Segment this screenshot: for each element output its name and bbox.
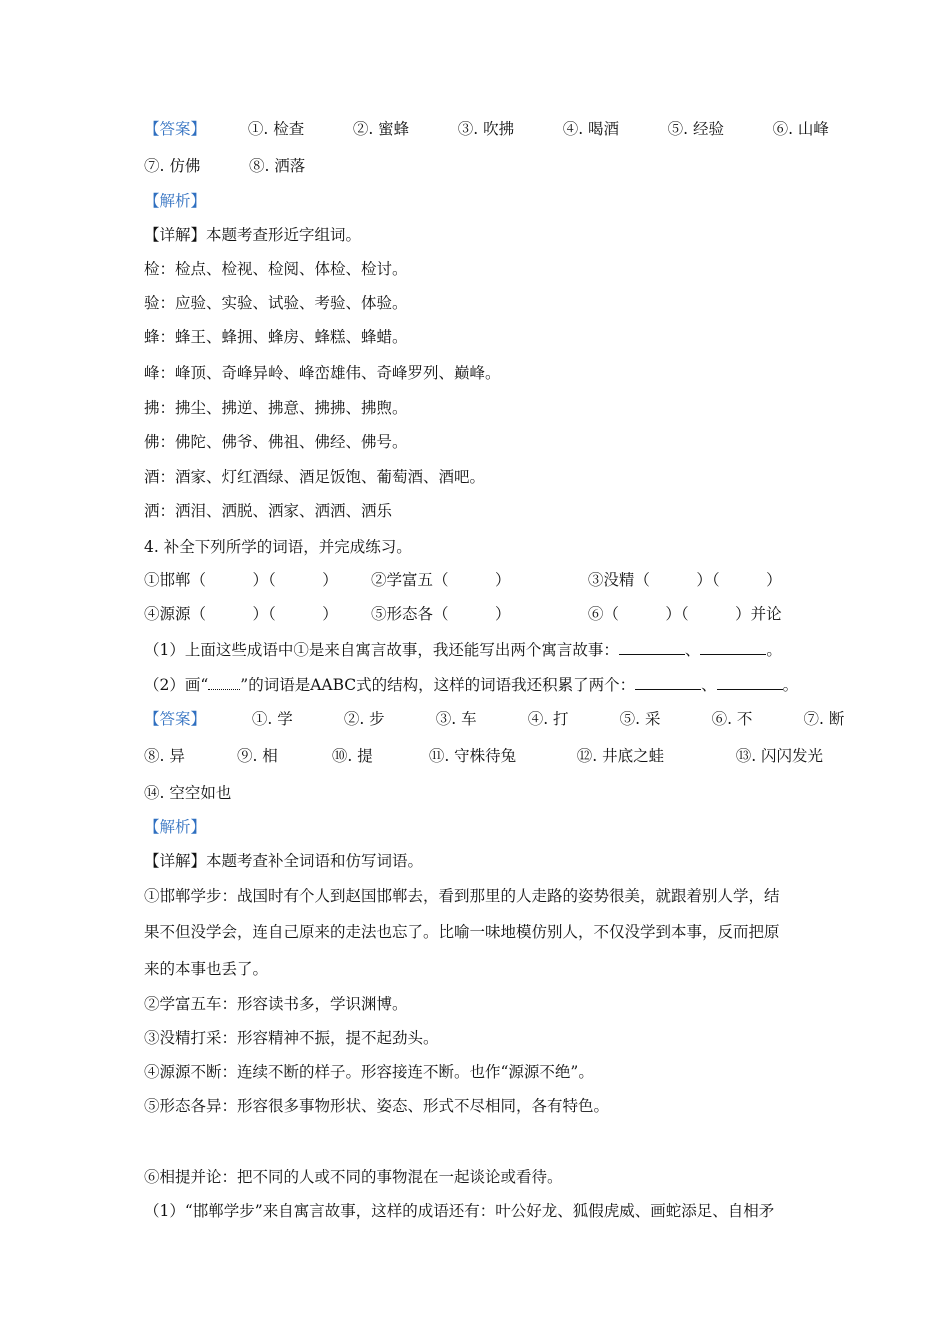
separator: 、	[684, 641, 701, 659]
answer-item: ⑩. 提	[331, 747, 373, 765]
answer-row	[144, 154, 305, 178]
answer-item: ⑧. 洒落	[248, 157, 306, 175]
answer-item: ⑪. 守株待兔	[428, 747, 517, 765]
answer-item: ⑨. 相	[236, 747, 278, 765]
answer-blank[interactable]	[619, 640, 685, 655]
analysis-tag: 【解析】	[144, 192, 207, 210]
word-group-line: 拂：拂尘、拂逆、拂意、拂拂、拂煦。	[144, 399, 408, 417]
question-row	[144, 602, 782, 626]
answer-blank[interactable]	[635, 675, 701, 690]
sub-question-text: （2）画“	[144, 676, 209, 694]
word-group-line: 峰：峰顶、奇峰异岭、峰峦雄伟、奇峰罗列、巅峰。	[144, 364, 501, 382]
detail-line: 【详解】本题考查补全词语和仿写词语。	[144, 852, 424, 870]
word-group-line: 蜂：蜂王、蜂拥、蜂房、蜂糕、蜂蜡。	[144, 328, 408, 346]
answer-blank[interactable]	[717, 675, 783, 690]
explanation-line: ⑥相提并论：把不同的人或不同的事物混在一起谈论或看待。	[144, 1168, 563, 1186]
answer-tag: 【答案】	[144, 120, 207, 138]
separator: 、	[701, 676, 717, 694]
fill-item: ②学富五（ ）	[370, 571, 511, 589]
word-group-line: 检：检点、检视、检阅、体检、检讨。	[144, 260, 408, 278]
answer-item: ③. 吹拂	[457, 120, 515, 138]
answer-row	[144, 744, 823, 768]
answer-row	[144, 117, 829, 141]
fill-item: ⑥（ ）（ ）并论	[587, 605, 782, 623]
answer-item: ②. 步	[343, 710, 385, 728]
answer-item: ⑧. 异	[144, 747, 185, 765]
question-title: 4. 补全下列所学的词语，并完成练习。	[144, 538, 412, 556]
answer-blank[interactable]	[700, 640, 766, 655]
wavy-underline-sample	[208, 677, 240, 690]
period: 。	[782, 676, 799, 694]
answer-item: ⑥. 山峰	[772, 120, 829, 138]
explanation-line: ⑤形态各异：形容很多事物形状、姿态、形式不尽相同，各有特色。	[144, 1097, 610, 1115]
answer-item: ⑤. 经验	[667, 120, 724, 138]
sub-question-text: ”的词语是AABC式的结构，这样的词语我还积累了两个：	[240, 676, 636, 694]
word-group-line: 验：应验、实验、试验、考验、体验。	[144, 294, 408, 312]
answer-row	[144, 781, 231, 805]
answer-item: ⑦. 仿佛	[144, 157, 201, 175]
explanation-line: ④源源不断：连续不断的样子。形容接连不断。也作“源源不绝”。	[144, 1063, 594, 1081]
answer-item: ①. 检查	[247, 120, 305, 138]
answer-item: ⑭. 空空如也	[144, 784, 232, 802]
analysis-tag: 【解析】	[144, 818, 207, 836]
answer-item: ⑫. 井底之蛙	[576, 747, 665, 765]
answer-item: ⑬. 闪闪发光	[735, 747, 824, 765]
word-group-line: 酒：酒家、灯红酒绿、酒足饭饱、葡萄酒、酒吧。	[144, 468, 486, 486]
question-row	[144, 568, 782, 592]
answer-item: ④. 打	[527, 710, 569, 728]
sub-question-text: （1）上面这些成语中①是来自寓言故事，我还能写出两个寓言故事：	[144, 641, 619, 659]
sub-question-2	[144, 673, 798, 697]
detail-line: 【详解】本题考查形近字组词。	[144, 226, 362, 244]
fill-item: ⑤形态各（ ）	[370, 605, 511, 623]
word-group-line: 洒：洒泪、洒脱、洒家、洒洒、洒乐	[144, 502, 393, 520]
answer-item: ④. 喝酒	[562, 120, 620, 138]
fill-item: ④源源（ ）（ ）	[144, 605, 338, 623]
fill-item: ③没精（ ）（ ）	[587, 571, 782, 589]
explanation-line: ①邯郸学步：战国时有个人到赵国邯郸去，看到那里的人走路的姿势很美，就跟着别人学，结	[144, 887, 780, 905]
answer-tag: 【答案】	[144, 710, 207, 728]
sub-question-1	[144, 638, 782, 662]
explanation-line: 果不但没学会，连自己原来的走法也忘了。比喻一味地模仿别人，不仅没学到本事，反而把原	[144, 923, 780, 941]
answer-item: ①. 学	[251, 710, 293, 728]
answer-item: ③. 车	[435, 710, 477, 728]
explanation-line: ③没精打采：形容精神不振，提不起劲头。	[144, 1029, 439, 1047]
answer-item: ⑦. 断	[803, 710, 845, 728]
answer-item: ⑤. 采	[619, 710, 661, 728]
explanation-line: 来的本事也丢了。	[144, 960, 269, 978]
explanation-line: （1）“邯郸学步”来自寓言故事，这样的成语还有：叶公好龙、狐假虎威、画蛇添足、自相矛	[144, 1202, 775, 1220]
answer-row	[144, 707, 844, 731]
answer-item: ②. 蜜蜂	[352, 120, 410, 138]
word-group-line: 佛：佛陀、佛爷、佛祖、佛经、佛号。	[144, 433, 408, 451]
period: 。	[766, 641, 782, 659]
fill-item: ①邯郸（ ）（ ）	[144, 571, 338, 589]
answer-item: ⑥. 不	[711, 710, 753, 728]
explanation-line: ②学富五车：形容读书多，学识渊博。	[144, 995, 408, 1013]
